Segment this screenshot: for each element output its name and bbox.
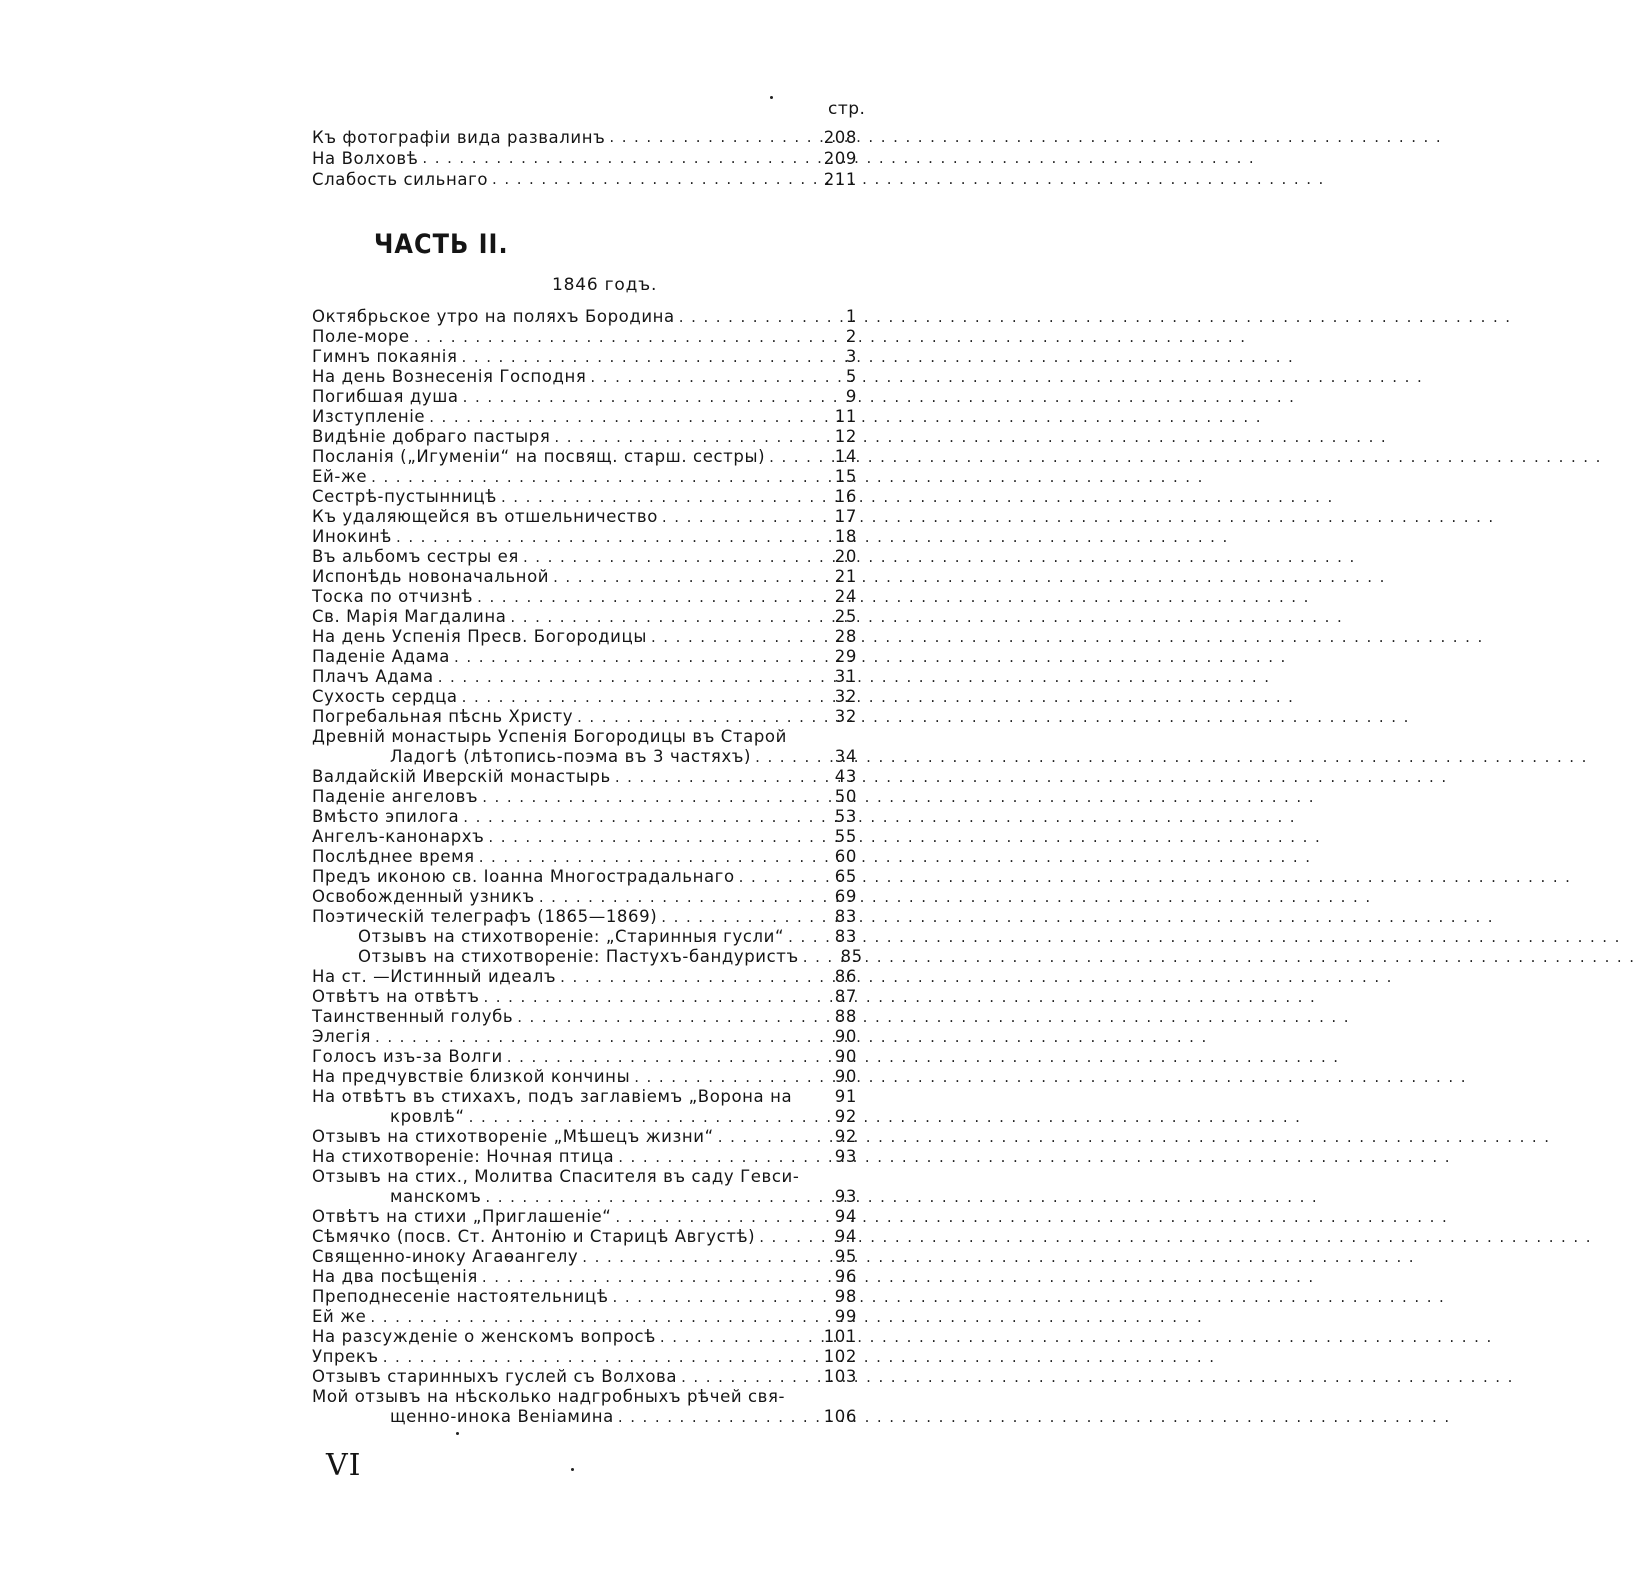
dot-leader — [656, 1327, 813, 1347]
dot-leader — [799, 947, 819, 967]
toc-entry — [312, 1367, 857, 1387]
toc-entry-title: Видѣніе добраго пастыря — [312, 427, 551, 446]
toc-entry — [312, 647, 857, 667]
toc-entry-title: Сѣмячко (посв. Ст. Антонію и Старицѣ Августѣ) — [312, 1227, 756, 1246]
toc-entry-title: щенно-инока Веніамина — [390, 1407, 614, 1426]
toc-entry-title: Октябрьское утро на поляхъ Бородина — [312, 307, 675, 326]
toc-entry-page: 32 — [834, 707, 857, 726]
toc-entry — [312, 1207, 857, 1227]
dot-leader — [578, 1247, 813, 1267]
toc-entry-title: На разсужденіе о женскомъ вопросѣ — [312, 1327, 656, 1346]
toc-entry-title: Тоска по отчизнѣ — [312, 587, 474, 606]
dot-leader — [478, 1267, 813, 1287]
dot-leader — [784, 927, 813, 947]
toc-entry — [312, 1007, 857, 1027]
dot-leader — [434, 667, 813, 687]
toc-entry-page: 94 — [834, 1207, 857, 1226]
toc-entry-title: Ладогѣ (лѣтопись-поэма въ 3 частяхъ) — [390, 747, 752, 766]
toc-entry-page: 211 — [823, 170, 857, 189]
toc-entry-title: Отвѣтъ на отвѣтъ — [312, 987, 480, 1006]
dot-leader — [573, 707, 813, 727]
toc-entry-page: 88 — [834, 1007, 857, 1026]
toc-entry-page: 25 — [834, 607, 857, 626]
toc-entry-title: Таинственный голубь — [312, 1007, 514, 1026]
toc-entry-page: 99 — [834, 1307, 857, 1326]
dot-leader — [479, 987, 813, 1007]
toc-entry — [312, 1227, 857, 1247]
dot-leader — [586, 367, 813, 387]
toc-entry — [312, 1407, 857, 1427]
dot-leader — [465, 1107, 813, 1127]
toc-entry-title: Погибшая душа — [312, 387, 459, 406]
toc-entry-title: Элегія — [312, 1027, 371, 1046]
toc-entry — [312, 447, 857, 467]
toc-entry — [312, 427, 857, 447]
dot-leader — [488, 169, 813, 190]
toc-entry-title: Отзывъ на стихотвореніе: Пастухъ-бандуристъ — [358, 947, 799, 966]
carryover-toc — [312, 127, 857, 190]
toc-entry — [312, 947, 863, 967]
dot-leader — [481, 1187, 813, 1207]
toc-entry-page: 93 — [834, 1187, 857, 1206]
toc-entry-page: 16 — [834, 487, 857, 506]
toc-entry-title: Въ альбомъ сестры ея — [312, 547, 519, 566]
toc-entry-page: 9 — [845, 387, 857, 406]
dot-leader — [550, 427, 813, 447]
toc-entry-title: Слабость сильнаго — [312, 170, 489, 189]
dot-leader — [611, 767, 813, 787]
toc-entry-title: Освобожденный узникъ — [312, 887, 535, 906]
dot-leader — [425, 407, 813, 427]
dot-leader — [630, 1067, 813, 1087]
toc-entry-page: 11 — [834, 407, 857, 426]
dot-leader — [506, 607, 813, 627]
dot-leader — [614, 1407, 813, 1427]
toc-entry-page: 14 — [834, 447, 857, 466]
dot-leader — [410, 327, 813, 347]
toc-entry-title: Сестрѣ-пустынницѣ — [312, 487, 497, 506]
toc-entry-page: 12 — [834, 427, 857, 446]
dot-leader — [366, 1307, 813, 1327]
dot-leader — [450, 647, 813, 667]
toc-entry-title: Паденіе Адама — [312, 647, 451, 666]
toc-entry — [312, 1187, 857, 1207]
toc-entry-title: Преподнесеніе настоятельницѣ — [312, 1287, 609, 1306]
toc-entry-title: Изступленіе — [312, 407, 426, 426]
toc-entry — [312, 627, 857, 647]
dot-leader — [675, 307, 813, 327]
toc-entry-title: манскомъ — [390, 1187, 482, 1206]
toc-entry — [312, 667, 857, 687]
toc-entry-page: 17 — [834, 507, 857, 526]
toc-entry-title: Отзывъ старинныхъ гуслей съ Волхова — [312, 1367, 678, 1386]
dot-leader — [484, 827, 813, 847]
toc-entry — [312, 807, 857, 827]
dot-leader — [605, 127, 813, 148]
toc-entry — [312, 487, 857, 507]
toc-entry-page: 92 — [834, 1127, 857, 1146]
dot-leader — [735, 867, 813, 887]
toc-entry-page: 60 — [834, 847, 857, 866]
toc-entry-page: 87 — [834, 987, 857, 1006]
toc-entry-title: Вмѣсто эпилога — [312, 807, 460, 826]
toc-entry — [312, 1267, 857, 1287]
toc-entry — [312, 1147, 857, 1167]
toc-entry-title: Предъ иконою св. Іоанна Многострадальнаго — [312, 867, 735, 886]
toc-entry-title: На стихотвореніе: Ночная птица — [312, 1147, 615, 1166]
toc-entry — [312, 727, 857, 747]
toc-entry — [312, 407, 857, 427]
toc-entry-title: Отзывъ на стих., Молитва Спасителя въ саду Гевси- — [312, 1167, 800, 1186]
toc-entry — [312, 1347, 857, 1367]
dot-leader — [755, 1227, 813, 1247]
dot-leader — [611, 1207, 813, 1227]
dot-leader — [418, 148, 813, 169]
toc-entry-page: 21 — [834, 567, 857, 586]
toc-entry-page: 90 — [834, 1067, 857, 1086]
toc-entry — [312, 1067, 857, 1087]
part-heading: ЧАСТЬ II. — [374, 229, 509, 260]
dot-leader — [609, 1287, 813, 1307]
dot-leader — [473, 587, 813, 607]
page-folio: VI — [326, 1448, 362, 1483]
dot-leader — [765, 447, 813, 467]
scan-speck — [456, 1432, 459, 1435]
toc-entry-title: На отвѣтъ въ стихахъ, подъ заглавіемъ „Ворона на — [312, 1087, 793, 1106]
toc-entry-title: Послѣднее время — [312, 847, 475, 866]
toc-entry — [312, 1247, 857, 1267]
dot-leader — [458, 687, 813, 707]
toc-entry-page: 83 — [834, 907, 857, 926]
dot-leader — [459, 807, 813, 827]
toc-entry-page: 96 — [834, 1267, 857, 1286]
toc-entry-title: Священно-иноку Агаѳангелу — [312, 1247, 579, 1266]
year-heading: 1846 годъ. — [552, 275, 658, 295]
toc-entry — [312, 687, 857, 707]
toc-entry-page: 34 — [834, 747, 857, 766]
toc-entry-title: Отвѣтъ на стихи „Приглашеніе“ — [312, 1207, 612, 1226]
toc-entry-title: Поле-море — [312, 327, 410, 346]
toc-entry-page: 3 — [845, 347, 857, 366]
dot-leader — [657, 907, 813, 927]
toc-entry-page: 1 — [845, 307, 857, 326]
toc-entry-page: 65 — [834, 867, 857, 886]
toc-entry-page: 208 — [823, 128, 857, 147]
toc-entry — [312, 1287, 857, 1307]
toc-entry-page: 98 — [834, 1287, 857, 1306]
dot-leader — [614, 1147, 813, 1167]
dot-leader — [478, 787, 813, 807]
toc-entry — [312, 607, 857, 627]
toc-entry-page: 83 — [834, 927, 857, 946]
toc-entry — [312, 127, 857, 148]
toc-entry — [312, 347, 857, 367]
toc-entry — [312, 1387, 857, 1407]
toc-entry — [312, 1307, 857, 1327]
toc-entry-title: Плачъ Адама — [312, 667, 434, 686]
dot-leader — [458, 347, 813, 367]
dot-leader — [519, 547, 813, 567]
toc-entry-title: кровлѣ“ — [390, 1107, 465, 1126]
toc-entry — [312, 1027, 857, 1047]
toc-entry — [312, 987, 857, 1007]
toc-entry-page: 92 — [834, 1107, 857, 1126]
toc-entry-page: 15 — [834, 467, 857, 486]
toc-entry-title: Къ удаляющейся въ отшельничество — [312, 507, 658, 526]
toc-entry — [312, 327, 857, 347]
toc-entry — [312, 507, 857, 527]
toc-entry-title: Инокинѣ — [312, 527, 392, 546]
toc-entry-page: 91 — [834, 1087, 857, 1106]
toc-entry-page: 2 — [845, 327, 857, 346]
main-toc — [312, 307, 863, 1427]
toc-entry — [312, 827, 857, 847]
toc-entry — [312, 747, 857, 767]
dot-leader — [475, 847, 813, 867]
toc-entry-page: 101 — [823, 1327, 857, 1346]
dot-leader — [513, 1007, 813, 1027]
dot-leader — [392, 527, 813, 547]
scan-speck — [571, 1468, 574, 1471]
dot-leader — [677, 1367, 813, 1387]
toc-entry-page: 5 — [845, 367, 857, 386]
toc-entry-title: Посланія („Игуменіи“ на посвящ. старш. сестры) — [312, 447, 766, 466]
toc-entry-page: 29 — [834, 647, 857, 666]
dot-leader — [379, 1347, 813, 1367]
toc-entry-page: 90 — [834, 1027, 857, 1046]
toc-entry-title: На предчувствіе близкой кончины — [312, 1067, 631, 1086]
toc-entry — [312, 1127, 857, 1147]
toc-entry-title: На день Вознесенія Господня — [312, 367, 587, 386]
toc-entry-title: Гимнъ покаянія — [312, 347, 458, 366]
toc-entry-page: 24 — [834, 587, 857, 606]
dot-leader — [647, 627, 813, 647]
toc-entry-title: Поэтическій телеграфъ (1865—1869) — [312, 907, 658, 926]
toc-entry-page: 28 — [834, 627, 857, 646]
dot-leader — [549, 567, 813, 587]
toc-entry — [312, 767, 857, 787]
toc-entry-page: 55 — [834, 827, 857, 846]
toc-entry-title: Паденіе ангеловъ — [312, 787, 479, 806]
toc-entry-page: 102 — [823, 1347, 857, 1366]
toc-entry-title: На день Успенія Пресв. Богородицы — [312, 627, 647, 646]
toc-entry-page: 31 — [834, 667, 857, 686]
toc-entry-page: 32 — [834, 687, 857, 706]
toc-entry — [312, 867, 857, 887]
dot-leader — [658, 507, 813, 527]
toc-entry — [312, 547, 857, 567]
dot-leader — [503, 1047, 813, 1067]
toc-entry — [312, 1107, 857, 1127]
toc-entry-title: Упрекъ — [312, 1347, 379, 1366]
toc-entry-title: Голосъ изъ-за Волги — [312, 1047, 503, 1066]
toc-entry — [312, 387, 857, 407]
toc-entry-page: 53 — [834, 807, 857, 826]
toc-entry-page: 69 — [834, 887, 857, 906]
toc-entry-title: На Волховѣ — [312, 149, 419, 168]
toc-entry — [312, 1327, 857, 1347]
toc-entry — [312, 707, 857, 727]
toc-entry — [312, 307, 857, 327]
toc-entry — [312, 367, 857, 387]
toc-entry-title: Мой отзывъ на нѣсколько надгробныхъ рѣчей свя- — [312, 1387, 786, 1406]
toc-entry — [312, 169, 857, 190]
dot-leader — [367, 467, 813, 487]
toc-entry — [312, 567, 857, 587]
toc-entry-title: Къ фотографіи вида развалинъ — [312, 128, 606, 147]
toc-entry-title: Отзывъ на стихотвореніе: „Старинныя гусли“ — [358, 927, 785, 946]
toc-entry — [312, 1047, 857, 1067]
toc-entry — [312, 847, 857, 867]
toc-entry — [312, 927, 857, 947]
toc-entry-title: Погребальная пѣснь Христу — [312, 707, 574, 726]
toc-entry-page: 95 — [834, 1247, 857, 1266]
toc-entry-page: 86 — [834, 967, 857, 986]
toc-entry-page: 43 — [834, 767, 857, 786]
toc-entry-title: Отзывъ на стихотвореніе „Мѣшецъ жизни“ — [312, 1127, 714, 1146]
toc-entry-title: Сухость сердца — [312, 687, 458, 706]
dot-leader — [535, 887, 813, 907]
toc-entry — [312, 887, 857, 907]
toc-entry — [312, 1087, 857, 1107]
toc-entry-page: 50 — [834, 787, 857, 806]
toc-entry — [312, 787, 857, 807]
dot-leader — [371, 1027, 813, 1047]
toc-entry-title: Ей-же — [312, 467, 368, 486]
dot-leader — [556, 967, 813, 987]
page-column-label: стр. — [828, 99, 866, 119]
toc-entry-title: На два посѣщенія — [312, 1267, 478, 1286]
dot-leader — [497, 487, 813, 507]
toc-entry-title: На ст. —Истинный идеалъ — [312, 967, 557, 986]
toc-entry-page: 90 — [834, 1047, 857, 1066]
toc-entry-page: 20 — [834, 547, 857, 566]
toc-entry-page: 106 — [823, 1407, 857, 1426]
toc-entry-title: Древній монастырь Успенія Богородицы въ Старой — [312, 727, 787, 746]
dot-leader — [751, 747, 813, 767]
toc-entry-title: Ангелъ-канонархъ — [312, 827, 485, 846]
toc-entry-title: Валдайскій Иверскій монастырь — [312, 767, 611, 786]
dot-leader — [459, 387, 813, 407]
toc-entry-page: 85 — [840, 947, 863, 966]
toc-entry-page: 94 — [834, 1227, 857, 1246]
toc-entry — [312, 907, 857, 927]
toc-entry-page: 93 — [834, 1147, 857, 1166]
toc-entry — [312, 1167, 857, 1187]
toc-entry-title: Св. Марія Магдалина — [312, 607, 507, 626]
toc-entry — [312, 967, 857, 987]
toc-entry-page: 103 — [823, 1367, 857, 1386]
toc-entry — [312, 527, 857, 547]
toc-entry — [312, 467, 857, 487]
toc-entry — [312, 587, 857, 607]
scan-speck — [770, 96, 773, 99]
toc-entry-title: Испонѣдь новоначальной — [312, 567, 550, 586]
toc-entry-page: 18 — [834, 527, 857, 546]
dot-leader — [714, 1127, 813, 1147]
toc-entry — [312, 148, 857, 169]
toc-entry-title: Ей же — [312, 1307, 367, 1326]
toc-entry-page: 209 — [823, 149, 857, 168]
